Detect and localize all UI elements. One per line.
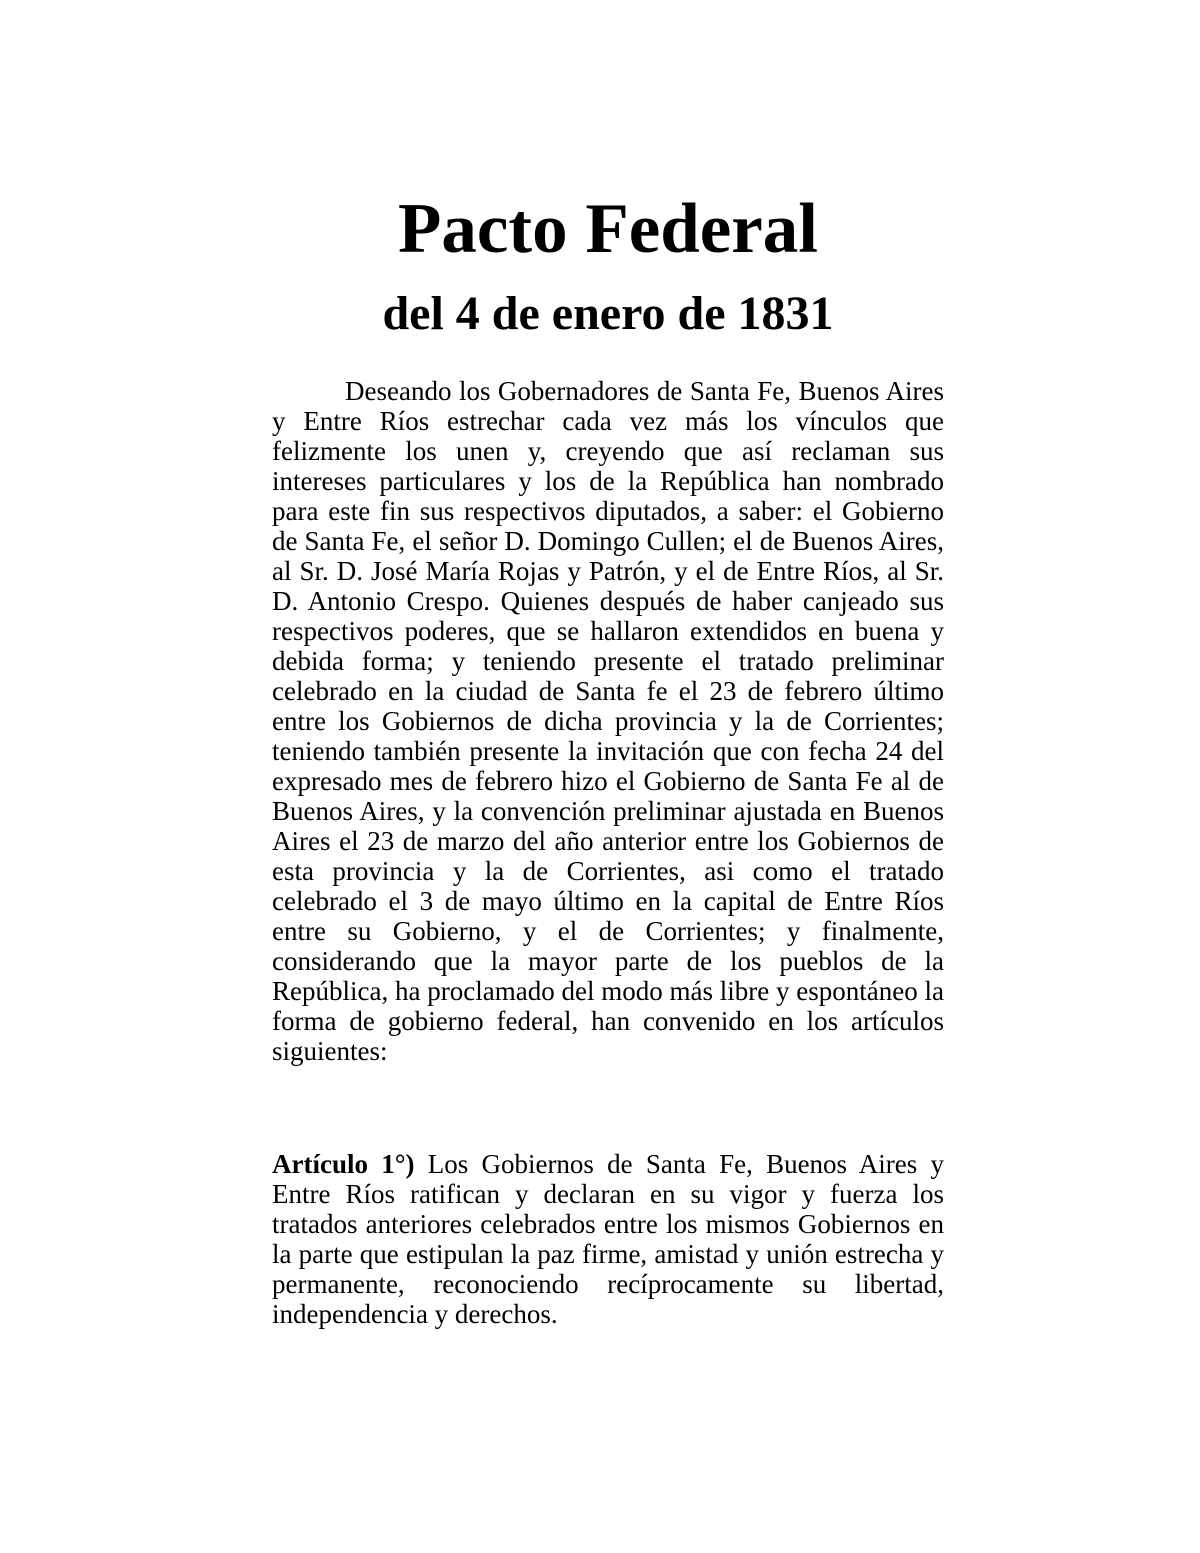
document-subtitle: del 4 de enero de 1831 [382, 287, 834, 340]
article-1-paragraph [272, 1149, 944, 1329]
document-content [272, 0, 944, 1329]
document-title: Pacto Federal [398, 190, 818, 268]
preamble-paragraph: Deseando los Gobernadores de Santa Fe, Buenos Aires y Entre Ríos estrechar cada vez más los vínculos que felizmente los unen y, creyendo que así reclaman sus intereses particulares y los de la República han nombrado para este fin sus respectivos diputados, a saber: el Gobierno de Santa Fe, el señor D. Domingo Cullen; el de Buenos Aires, al Sr. D. José María Rojas y Patrón, y el de Entre Ríos, al Sr. D. Antonio Crespo. Quienes después de haber canjeado sus respectivos poderes, que se hallaron extendidos en buena y debida forma; y teniendo presente el tratado preliminar celebrado en la ciudad de Santa fe el 23 de febrero último entre los Gobiernos de dicha provincia y la de Corrientes; teniendo también presente la invitación que con fecha 24 del expresado mes de febrero hizo el Gobierno de Santa Fe al de Buenos Aires, y la convención preliminar ajustada en Buenos Aires el 23 de marzo del año anterior entre los Gobiernos de esta provincia y la de Corrientes, asi como el tratado celebrado el 3 de mayo último en la capital de Entre Ríos entre su Gobierno, y el de Corrientes; y finalmente, considerando que la mayor parte de los pueblos de la República, ha proclamado del modo más libre y espontáneo la forma de gobierno federal, han convenido en los artículos siguientes: [272, 376, 944, 1066]
article-1-label: Artículo 1°) [272, 1149, 415, 1179]
article-1-text: Los Gobiernos de Santa Fe, Buenos Aires y Entre Ríos ratifican y declaran en su vigor y fuerza los tratados anteriores celebrados entre los mismos Gobiernos en la parte que estipulan la paz firme, amistad y unión estrecha y permanente, reconociendo recíprocamente su libertad, independencia y derechos. [272, 1149, 945, 1329]
